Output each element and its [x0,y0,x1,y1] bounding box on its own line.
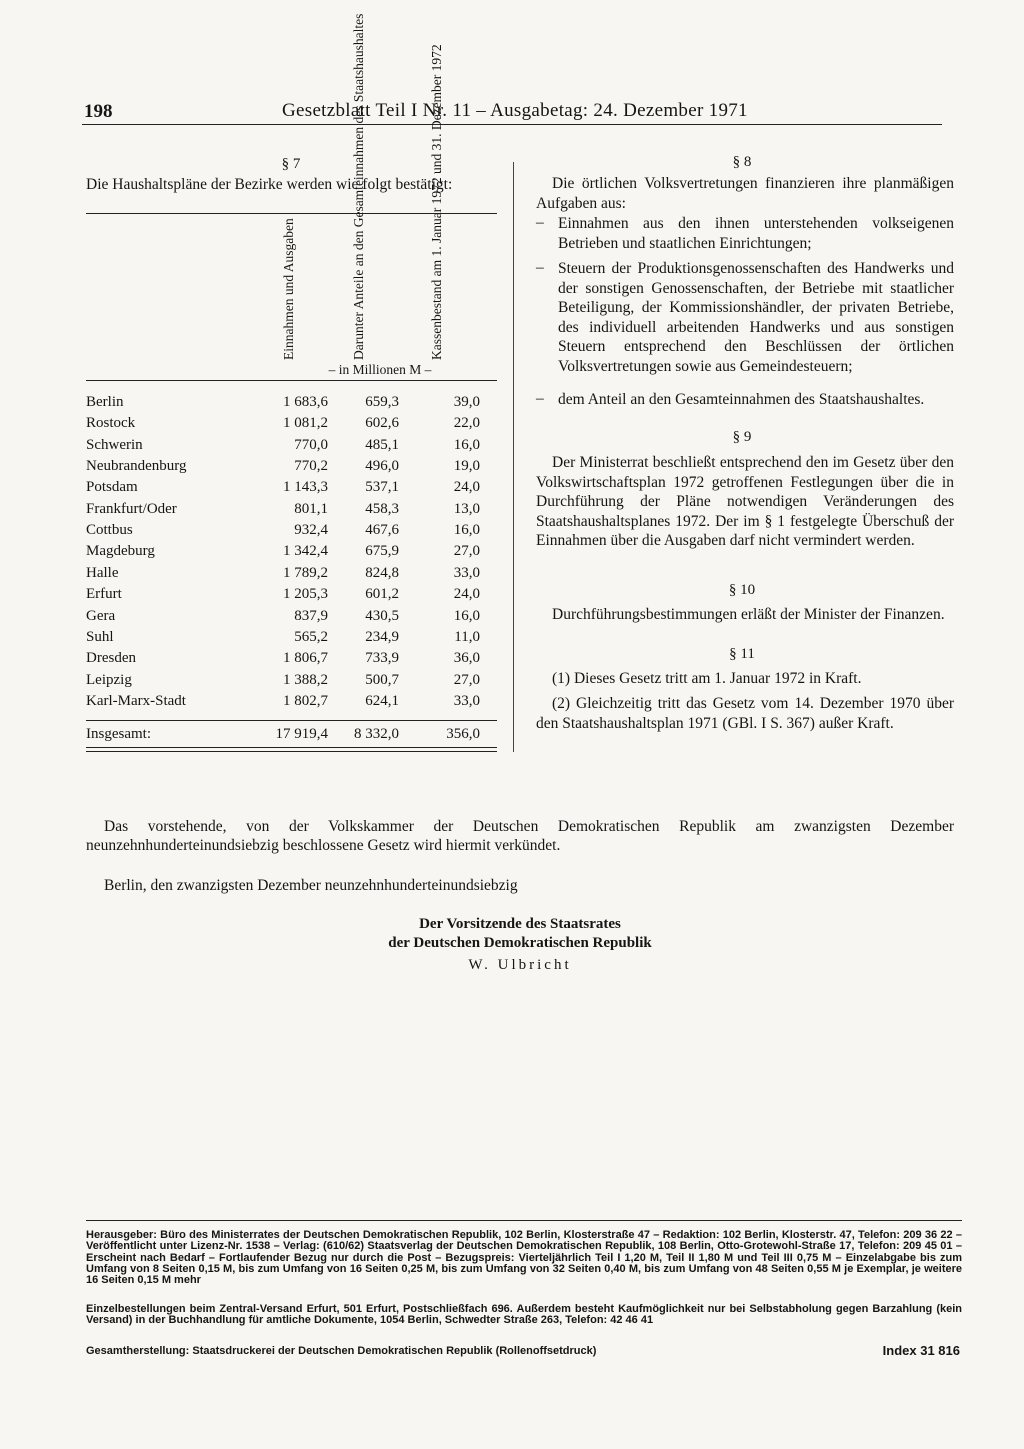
section-9-text: Der Ministerrat beschließt entsprechend den im Gesetz über den Volkswirtschaftsplan 1972 getroffenen Festlegungen über die in Durchführung der Pläne notwendigen Veränderungen des Staatshaushaltsplanes 1972. Der im § 1 festgelegte Überschuß der Einnahmen über die Ausgaben darf nicht vermindert werden. [536,454,954,549]
footer-rule [86,1220,962,1221]
total-share: 8 332,0 [354,726,399,742]
table-row-name: Dresden [86,650,136,667]
bullet-dash: – [536,259,544,276]
section-7-intro: Die Haushaltspläne der Bezirke werden wie folgt bestätigt: [86,176,453,193]
table-cell-share: 675,9 [365,543,399,560]
footer-printer: Gesamtherstellung: Staatsdruckerei der Deutschen Demokratischen Republik (Rollenoffsetdruck) [86,1345,597,1357]
bullet-dash: – [536,390,544,407]
table-cell-revenue: 1 388,2 [283,671,328,688]
table-cell-share: 430,5 [365,607,399,624]
table-row-name: Gera [86,607,116,624]
table-cell-cash: 24,0 [453,586,480,603]
table-cell-revenue: 1 205,3 [283,586,328,603]
header-rule [82,124,942,125]
section-10-text: Durchführungsbestimmungen erläßt der Minister der Finanzen. [552,606,945,623]
section-8-title: § 8 [732,154,752,170]
total-label: Insgesamt: [86,726,151,742]
table-cell-share: 601,2 [365,586,399,603]
table-header-rule [86,380,497,381]
table-cell-cash: 24,0 [453,479,480,496]
total-cash: 356,0 [446,726,480,742]
table-row-name: Karl-Marx-Stadt [86,692,186,709]
section-11-paragraph-2: (2) Gleichzeitig tritt das Gesetz vom 14. Dezember 1970 über den Staatshaushaltsplan 1971 (GBl. I S. 367) außer Kraft. [536,695,954,732]
table-cell-revenue: 837,9 [294,607,328,624]
table-row-name: Rostock [86,415,136,432]
section-8-item-1: Einnahmen aus den ihnen unterstehenden volkseigenen Betrieben und staatlichen Einrichtungen; [558,215,954,252]
table-row-name: Berlin [86,394,124,410]
table-cell-revenue: 1 143,3 [283,479,328,496]
table-cell-share: 458,3 [365,500,399,517]
table-cell-cash: 27,0 [453,543,480,560]
table-cell-share: 624,1 [365,692,399,709]
table-cell-cash: 19,0 [453,458,480,475]
table-cell-share: 496,0 [365,458,399,475]
table-cell-revenue: 1 806,7 [283,650,328,667]
table-cell-share: 234,9 [365,628,399,645]
table-cell-cash: 36,0 [453,650,480,667]
table-row-name: Cottbus [86,522,133,539]
section-11-paragraph-1: (1) Dieses Gesetz tritt am 1. Januar 1972 in Kraft. [552,670,862,687]
table-cell-cash: 13,0 [453,500,480,517]
footer-orders: Einzelbestellungen beim Zentral-Versand Erfurt, 501 Erfurt, Postschließfach 696. Außerdem besteht Kaufmöglichkeit nur bei Selbstabholung gegen Barzahlung (kein Versand) in der Buchhandlung für amtliche Dokumente, 1054 Berlin, Schwedter Straße 263, Telefon: 42 46 41 [86,1303,962,1327]
proclamation-text: Das vorstehende, von der Volkskammer der Deutschen Demokratischen Republik am zwanzigsten Dezember neunzehnhunderteinundsiebzig beschlossene Gesetz wird hiermit verkündet. [86,818,954,854]
table-row-name: Magdeburg [86,543,155,560]
table-cell-share: 824,8 [365,564,399,581]
table-cell-share: 537,1 [365,479,399,496]
page-number: 198 [84,101,113,122]
table-cell-cash: 16,0 [453,436,480,453]
footer-publisher: Herausgeber: Büro des Ministerrates der Deutschen Demokratischen Republik, 102 Berlin, Klosterstraße 47 – Redaktion: 102 Berlin, Klosterstr. 47, Telefon: 209 36 22 – Veröffentlicht unter Lizenz-Nr. 1538 – Verlag: (610/62) Staatsverlag der Deutschen Demokratischen Republik, 108 Berlin, Otto-Grotewohl-Straße 17, Telefon: 209 45 01 – Erscheint nach Bedarf – Fortlaufender Bezug nur durch die Post – Bezugspreis: Vierteljährlich Teil I 1,20 M, Teil II 1,80 M und Teil III 0,75 M – Einzelabgabe bis zum Umfang von 8 Seiten 0,15 M, bis zum Umfang von 16 Seiten 0,25 M, bis zum Umfang von 32 Seiten 0,40 M, bis zum Umfang von 48 Seiten 0,55 M je Exemplar, je weitere 16 Seiten 0,15 M mehr [86,1229,962,1287]
table-cell-cash: 11,0 [454,628,480,645]
place-and-date: Berlin, den zwanzigsten Dezember neunzehnhunderteinundsiebzig [104,877,518,894]
section-9-title: § 9 [732,429,752,445]
table-cell-cash: 27,0 [453,671,480,688]
table-cell-revenue: 1 081,2 [283,415,328,432]
table-cell-revenue: 565,2 [294,628,328,645]
section-7-title: § 7 [281,156,301,172]
signatory-name: W. Ulbricht [468,957,572,973]
table-row-name: Halle [86,564,119,581]
table-unit: – in Millionen M – [328,362,432,377]
table-cell-share: 733,9 [365,650,399,667]
total-revenue: 17 919,4 [275,726,328,742]
table-row-name: Suhl [86,628,114,645]
table-cell-revenue: 770,2 [294,458,328,475]
table-cell-share: 500,7 [365,671,399,688]
column-divider [513,162,514,752]
table-cell-share: 485,1 [365,436,399,453]
table-cell-revenue: 801,1 [294,500,328,517]
table-row-name: Erfurt [86,586,122,603]
table-cell-revenue: 770,0 [294,436,328,453]
section-10-title: § 10 [728,582,756,598]
table-cell-revenue: 1 683,6 [283,394,328,410]
bullet-dash: – [536,214,544,231]
table-cell-cash: 16,0 [453,607,480,624]
section-8-item-3: dem Anteil an den Gesamteinnahmen des Staatshaushaltes. [558,391,925,408]
table-cell-cash: 33,0 [453,564,480,581]
table-cell-cash: 16,0 [453,522,480,539]
signature-line-2: der Deutschen Demokratischen Republik [388,935,652,951]
table-bottom-double-rule [86,747,497,752]
table-cell-cash: 39,0 [453,394,480,410]
table-cell-share: 602,6 [365,415,399,432]
section-8-intro: Die örtlichen Volksvertretungen finanzieren ihre planmäßigen Aufgaben aus: [536,175,954,212]
column-header-cash: Kassenbestand am 1. Januar 1972 und 31. Dezember 1972 [429,44,444,360]
table-row-name: Neubrandenburg [86,458,187,475]
signature-line-1: Der Vorsitzende des Staatsrates [419,916,621,932]
section-8-item-2: Steuern der Produktionsgenossenschaften des Handwerks und der sonstigen Genossenschaften, der Betriebe mit staatlicher Beteiligung, der Kommissionshändler, der privaten Betriebe, des individuell arbeitenden Handwerks und aus sonstigen Steuern entsprechend den Beschlüssen der örtlichen Volksvertretungen sowie aus Gemeindesteuern; [558,260,954,375]
table-cell-revenue: 1 802,7 [283,692,328,709]
index-number: Index 31 816 [882,1343,960,1358]
table-cell-revenue: 1 789,2 [283,564,328,581]
section-11-title: § 11 [729,646,755,662]
table-cell-share: 659,3 [365,394,399,410]
table-cell-revenue: 932,4 [294,522,328,539]
table-cell-share: 467,6 [365,522,399,539]
table-total-rule [86,720,497,721]
table-cell-cash: 22,0 [453,415,480,432]
column-header-share: Darunter Anteile an den Gesamteinnahmen des Staatshaushaltes [351,13,366,360]
table-row-name: Schwerin [86,436,143,453]
table-row-name: Potsdam [86,479,138,496]
table-cell-cash: 33,0 [453,692,480,709]
column-header-revenue: Einnahmen und Ausgaben [281,218,296,360]
gazette-header-title: Gesetzblatt Teil I Nr. 11 – Ausgabetag: 24. Dezember 1971 [282,100,748,121]
table-row-name: Frankfurt/Oder [86,500,177,517]
table-cell-revenue: 1 342,4 [283,543,328,560]
table-row-name: Leipzig [86,671,132,688]
